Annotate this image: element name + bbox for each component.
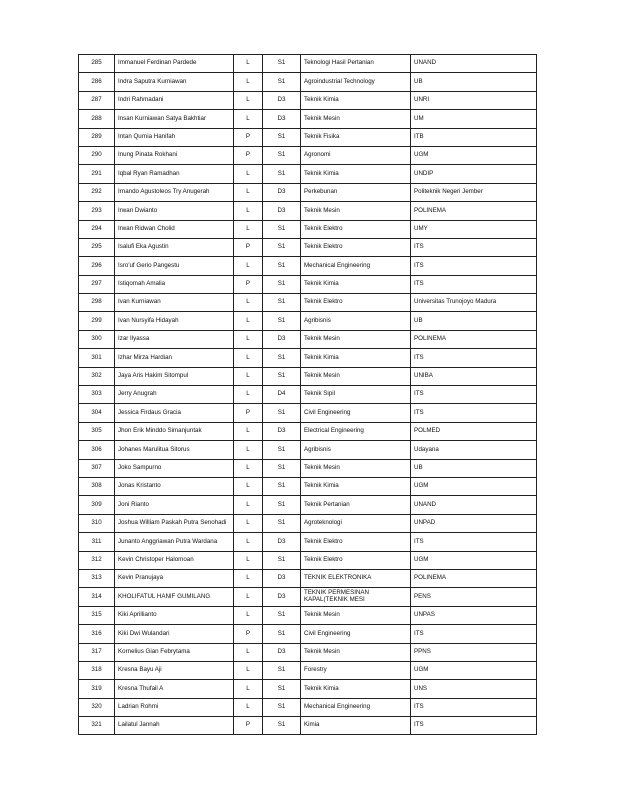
education-level-cell: D4	[263, 386, 301, 404]
major-cell: Agribisnis	[301, 312, 411, 330]
table-row	[79, 625, 537, 643]
education-level-cell: S1	[263, 367, 301, 385]
major-cell: Teknik Elektro	[301, 533, 411, 551]
major-cell: Agribisnis	[301, 441, 411, 459]
row-number-cell: 295	[79, 238, 115, 256]
row-number-cell: 321	[79, 717, 115, 735]
gender-cell: P	[234, 404, 263, 422]
row-number-cell: 304	[79, 404, 115, 422]
major-cell: Civil Engineering	[301, 625, 411, 643]
major-cell: TEKNIK PERMESINAN KAPAL(TEKNIK MESI	[301, 588, 411, 606]
education-level-cell: D3	[263, 202, 301, 220]
row-number-cell: 285	[79, 55, 115, 73]
university-cell: UGM	[411, 146, 537, 164]
gender-cell: L	[234, 220, 263, 238]
major-cell: Teknik Mesin	[301, 367, 411, 385]
major-cell: Teknik Kimia	[301, 349, 411, 367]
university-cell: UM	[411, 110, 537, 128]
table-row	[79, 680, 537, 698]
row-number-cell: 309	[79, 496, 115, 514]
university-cell: UGM	[411, 661, 537, 679]
row-number-cell: 301	[79, 349, 115, 367]
gender-cell: L	[234, 477, 263, 495]
university-cell: UNPAD	[411, 514, 537, 532]
table-row	[79, 551, 537, 569]
table-row	[79, 386, 537, 404]
row-number-cell: 311	[79, 533, 115, 551]
row-number-cell: 316	[79, 625, 115, 643]
gender-cell: L	[234, 698, 263, 716]
gender-cell: L	[234, 91, 263, 109]
row-number-cell: 297	[79, 275, 115, 293]
education-level-cell: D3	[263, 110, 301, 128]
university-cell: UB	[411, 312, 537, 330]
name-cell: Irwan Dwianto	[115, 202, 234, 220]
table-row	[79, 312, 537, 330]
gender-cell: L	[234, 661, 263, 679]
major-cell: Teknik Mesin	[301, 202, 411, 220]
gender-cell: L	[234, 514, 263, 532]
education-level-cell: S1	[263, 698, 301, 716]
major-cell: TEKNIK ELEKTRONIKA	[301, 569, 411, 587]
university-cell: UNAND	[411, 496, 537, 514]
education-level-cell: S1	[263, 55, 301, 73]
gender-cell: L	[234, 165, 263, 183]
education-level-cell: S1	[263, 606, 301, 624]
gender-cell: L	[234, 533, 263, 551]
table-row	[79, 294, 537, 312]
university-cell: ITS	[411, 533, 537, 551]
name-cell: Irwan Ridwan Cholid	[115, 220, 234, 238]
row-number-cell: 319	[79, 680, 115, 698]
row-number-cell: 313	[79, 569, 115, 587]
row-number-cell: 303	[79, 386, 115, 404]
education-level-cell: D3	[263, 91, 301, 109]
gender-cell: L	[234, 73, 263, 91]
gender-cell: P	[234, 146, 263, 164]
name-cell: Kornelius Gian Febrytama	[115, 643, 234, 661]
row-number-cell: 320	[79, 698, 115, 716]
table-row	[79, 91, 537, 109]
gender-cell: L	[234, 551, 263, 569]
education-level-cell: S1	[263, 220, 301, 238]
row-number-cell: 305	[79, 422, 115, 440]
name-cell: Joko Sampurno	[115, 459, 234, 477]
education-level-cell: S1	[263, 275, 301, 293]
education-level-cell: S1	[263, 312, 301, 330]
row-number-cell: 302	[79, 367, 115, 385]
name-cell: Kresna Thufail A	[115, 680, 234, 698]
university-cell: POLMED	[411, 422, 537, 440]
name-cell: Istiqomah Amalia	[115, 275, 234, 293]
table-row	[79, 220, 537, 238]
name-cell: Kevin Christoper Halomoan	[115, 551, 234, 569]
table-row	[79, 165, 537, 183]
education-level-cell: S1	[263, 165, 301, 183]
university-cell: ITS	[411, 349, 537, 367]
gender-cell: L	[234, 294, 263, 312]
name-cell: Johanes Marulitua Sitorus	[115, 441, 234, 459]
row-number-cell: 317	[79, 643, 115, 661]
university-cell: UB	[411, 73, 537, 91]
education-level-cell: S1	[263, 514, 301, 532]
university-cell: ITS	[411, 717, 537, 735]
education-level-cell: D3	[263, 183, 301, 201]
major-cell: Teknik Sipil	[301, 386, 411, 404]
gender-cell: L	[234, 588, 263, 606]
major-cell: Teknik Kimia	[301, 165, 411, 183]
table-row	[79, 367, 537, 385]
name-cell: KHOLIFATUL HANIF GUMILANG	[115, 588, 234, 606]
education-level-cell: S1	[263, 349, 301, 367]
major-cell: Agroindustrial Technology	[301, 73, 411, 91]
table-row	[79, 569, 537, 587]
education-level-cell: S1	[263, 73, 301, 91]
gender-cell: L	[234, 606, 263, 624]
education-level-cell: S1	[263, 661, 301, 679]
gender-cell: L	[234, 459, 263, 477]
table-row	[79, 698, 537, 716]
university-cell: ITS	[411, 275, 537, 293]
major-cell: Agronomi	[301, 146, 411, 164]
gender-cell: L	[234, 55, 263, 73]
name-cell: Jessica Firdaus Gracia	[115, 404, 234, 422]
gender-cell: P	[234, 128, 263, 146]
table-row	[79, 717, 537, 735]
name-cell: Jonas Kristanto	[115, 477, 234, 495]
major-cell: Forestry	[301, 661, 411, 679]
university-cell: UNAND	[411, 55, 537, 73]
education-level-cell: D3	[263, 533, 301, 551]
name-cell: Ivan Nursyifa Hidayah	[115, 312, 234, 330]
education-level-cell: S1	[263, 717, 301, 735]
university-cell: Udayana	[411, 441, 537, 459]
row-number-cell: 299	[79, 312, 115, 330]
table-row	[79, 477, 537, 495]
education-level-cell: S1	[263, 477, 301, 495]
major-cell: Teknik Kimia	[301, 275, 411, 293]
university-cell: Universitas Trunojoyo Madura	[411, 294, 537, 312]
table-row	[79, 404, 537, 422]
major-cell: Teknik Kimia	[301, 477, 411, 495]
gender-cell: L	[234, 386, 263, 404]
education-level-cell: S1	[263, 496, 301, 514]
university-cell: ITS	[411, 386, 537, 404]
education-level-cell: S1	[263, 257, 301, 275]
major-cell: Teknik Mesin	[301, 643, 411, 661]
major-cell: Teknologi Hasil Pertanian	[301, 55, 411, 73]
name-cell: Kevin Pranujaya	[115, 569, 234, 587]
row-number-cell: 290	[79, 146, 115, 164]
gender-cell: L	[234, 183, 263, 201]
table-row	[79, 202, 537, 220]
row-number-cell: 296	[79, 257, 115, 275]
table-row	[79, 275, 537, 293]
table-row	[79, 496, 537, 514]
name-cell: Joshua William Paskah Putra Senohadi	[115, 514, 234, 532]
major-cell: Teknik Pertanian	[301, 496, 411, 514]
education-level-cell: D3	[263, 588, 301, 606]
row-number-cell: 298	[79, 294, 115, 312]
major-cell: Teknik Mesin	[301, 330, 411, 348]
gender-cell: L	[234, 257, 263, 275]
gender-cell: P	[234, 717, 263, 735]
row-number-cell: 292	[79, 183, 115, 201]
row-number-cell: 300	[79, 330, 115, 348]
name-cell: Izar Ilyassa	[115, 330, 234, 348]
table-row	[79, 73, 537, 91]
table-row	[79, 110, 537, 128]
education-level-cell: S1	[263, 128, 301, 146]
major-cell: Teknik Mesin	[301, 606, 411, 624]
name-cell: Irnando Agustoleos Try Anugerah	[115, 183, 234, 201]
major-cell: Teknik Mesin	[301, 110, 411, 128]
gender-cell: L	[234, 312, 263, 330]
table-row	[79, 146, 537, 164]
education-level-cell: S1	[263, 551, 301, 569]
row-number-cell: 307	[79, 459, 115, 477]
name-cell: Isro'uf Gerio Pangestu	[115, 257, 234, 275]
major-cell: Teknik Elektro	[301, 220, 411, 238]
table-row	[79, 514, 537, 532]
major-cell: Teknik Mesin	[301, 459, 411, 477]
participant-table-body	[79, 55, 537, 735]
table-row	[79, 661, 537, 679]
gender-cell: L	[234, 110, 263, 128]
name-cell: Insan Kurniawan Satya Bakhtiar	[115, 110, 234, 128]
major-cell: Electrical Engineering	[301, 422, 411, 440]
table-row	[79, 238, 537, 256]
university-cell: ITS	[411, 257, 537, 275]
gender-cell: L	[234, 569, 263, 587]
education-level-cell: D3	[263, 643, 301, 661]
major-cell: Teknik Fisika	[301, 128, 411, 146]
university-cell: UGM	[411, 551, 537, 569]
gender-cell: P	[234, 275, 263, 293]
gender-cell: L	[234, 643, 263, 661]
gender-cell: L	[234, 680, 263, 698]
university-cell: ITS	[411, 698, 537, 716]
row-number-cell: 288	[79, 110, 115, 128]
major-cell: Teknik Kimia	[301, 91, 411, 109]
table-row	[79, 459, 537, 477]
university-cell: UNRI	[411, 91, 537, 109]
education-level-cell: S1	[263, 146, 301, 164]
table-row	[79, 643, 537, 661]
table-row	[79, 55, 537, 73]
education-level-cell: S1	[263, 459, 301, 477]
major-cell: Perkebunan	[301, 183, 411, 201]
name-cell: Immanuel Ferdinan Pardede	[115, 55, 234, 73]
gender-cell: L	[234, 367, 263, 385]
education-level-cell: S1	[263, 680, 301, 698]
university-cell: POLINEMA	[411, 202, 537, 220]
row-number-cell: 287	[79, 91, 115, 109]
name-cell: Kiki Aprillianto	[115, 606, 234, 624]
university-cell: ITS	[411, 238, 537, 256]
gender-cell: P	[234, 625, 263, 643]
education-level-cell: S1	[263, 625, 301, 643]
table-row	[79, 128, 537, 146]
row-number-cell: 306	[79, 441, 115, 459]
gender-cell: L	[234, 422, 263, 440]
name-cell: Ladrian Rohmi	[115, 698, 234, 716]
table-row	[79, 257, 537, 275]
major-cell: Teknik Elektro	[301, 238, 411, 256]
gender-cell: L	[234, 202, 263, 220]
major-cell: Teknik Elektro	[301, 294, 411, 312]
name-cell: Indri Rahmadani	[115, 91, 234, 109]
participant-table	[78, 54, 537, 735]
table-row	[79, 441, 537, 459]
university-cell: ITS	[411, 625, 537, 643]
university-cell: POLINEMA	[411, 569, 537, 587]
gender-cell: L	[234, 496, 263, 514]
table-row	[79, 330, 537, 348]
table-row	[79, 183, 537, 201]
gender-cell: L	[234, 441, 263, 459]
university-cell: UNDIP	[411, 165, 537, 183]
table-row	[79, 349, 537, 367]
row-number-cell: 308	[79, 477, 115, 495]
name-cell: Lailatul Jannah	[115, 717, 234, 735]
university-cell: UNIBA	[411, 367, 537, 385]
education-level-cell: S1	[263, 404, 301, 422]
university-cell: UNPAS	[411, 606, 537, 624]
university-cell: ITB	[411, 128, 537, 146]
university-cell: UNS	[411, 680, 537, 698]
row-number-cell: 314	[79, 588, 115, 606]
table-row	[79, 533, 537, 551]
name-cell: Izhar Mirza Hardian	[115, 349, 234, 367]
major-cell: Civil Engineering	[301, 404, 411, 422]
row-number-cell: 315	[79, 606, 115, 624]
major-cell: Teknik Elektro	[301, 551, 411, 569]
name-cell: Kresna Bayu Aji	[115, 661, 234, 679]
name-cell: Indra Saputra Kurniawan	[115, 73, 234, 91]
name-cell: Junanto Anggriawan Putra Wardana	[115, 533, 234, 551]
major-cell: Mechanical Engineering	[301, 698, 411, 716]
university-cell: PPNS	[411, 643, 537, 661]
major-cell: Mechanical Engineering	[301, 257, 411, 275]
name-cell: Kiki Dwi Wulandari	[115, 625, 234, 643]
education-level-cell: S1	[263, 294, 301, 312]
education-level-cell: S1	[263, 441, 301, 459]
table-row	[79, 588, 537, 606]
table-row	[79, 606, 537, 624]
major-cell: Kimia	[301, 717, 411, 735]
gender-cell: L	[234, 349, 263, 367]
row-number-cell: 291	[79, 165, 115, 183]
row-number-cell: 312	[79, 551, 115, 569]
name-cell: Jaya Aris Hakim Sitompul	[115, 367, 234, 385]
name-cell: Iqbal Ryan Ramadhan	[115, 165, 234, 183]
education-level-cell: D3	[263, 422, 301, 440]
university-cell: UGM	[411, 477, 537, 495]
name-cell: Intan Qurnia Hanifah	[115, 128, 234, 146]
major-cell: Teknik Kimia	[301, 680, 411, 698]
name-cell: Joni Rianto	[115, 496, 234, 514]
gender-cell: L	[234, 330, 263, 348]
table-row	[79, 422, 537, 440]
gender-cell: P	[234, 238, 263, 256]
name-cell: Isalufi Eka Agustin	[115, 238, 234, 256]
name-cell: Inung Pinata Rokhani	[115, 146, 234, 164]
university-cell: PENS	[411, 588, 537, 606]
university-cell: UMY	[411, 220, 537, 238]
row-number-cell: 286	[79, 73, 115, 91]
name-cell: Jhon Erik Minddo Simanjuntak	[115, 422, 234, 440]
name-cell: Ivan Kurniawan	[115, 294, 234, 312]
education-level-cell: D3	[263, 569, 301, 587]
university-cell: POLINEMA	[411, 330, 537, 348]
education-level-cell: D3	[263, 330, 301, 348]
university-cell: ITS	[411, 404, 537, 422]
major-cell: Agroteknologi	[301, 514, 411, 532]
row-number-cell: 294	[79, 220, 115, 238]
row-number-cell: 289	[79, 128, 115, 146]
row-number-cell: 310	[79, 514, 115, 532]
education-level-cell: S1	[263, 238, 301, 256]
university-cell: Politeknik Negeri Jember	[411, 183, 537, 201]
name-cell: Jerry Anugrah	[115, 386, 234, 404]
row-number-cell: 293	[79, 202, 115, 220]
row-number-cell: 318	[79, 661, 115, 679]
university-cell: UB	[411, 459, 537, 477]
